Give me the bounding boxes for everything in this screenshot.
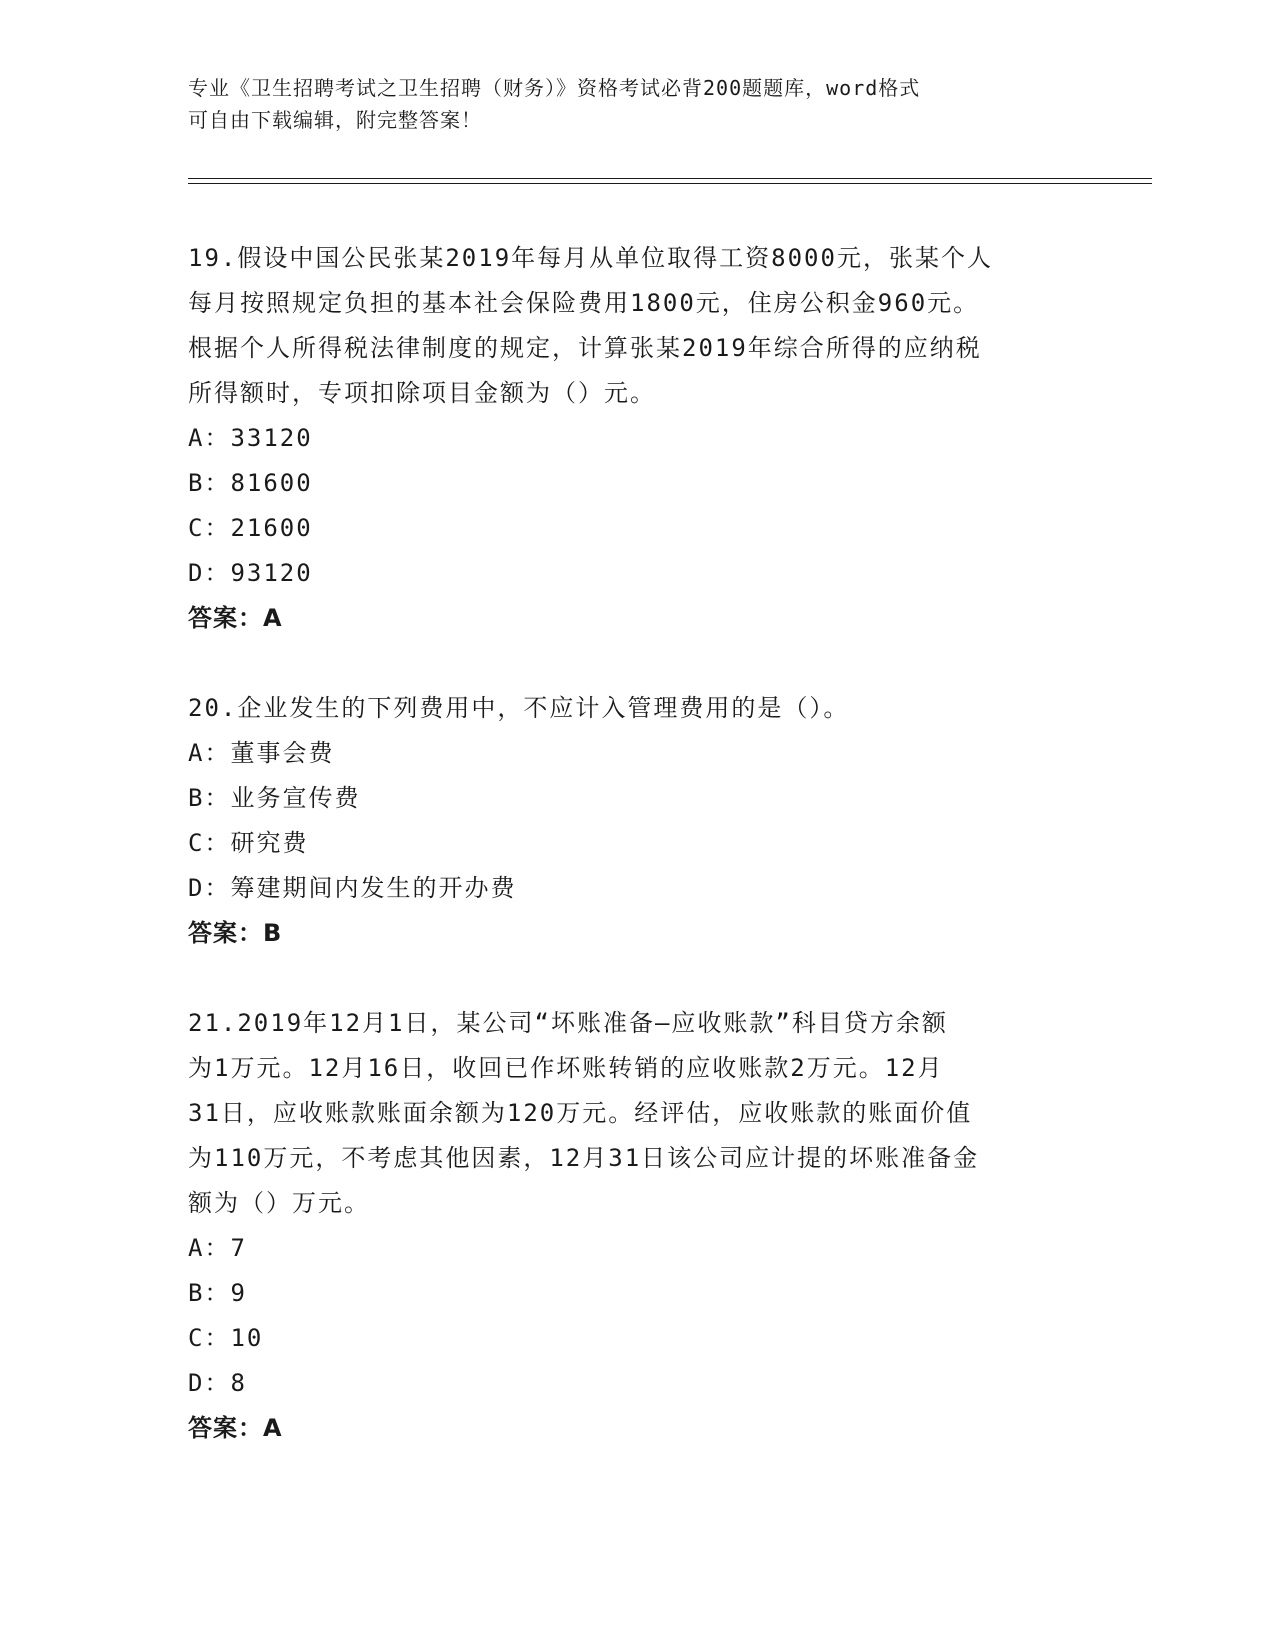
option-c: C：21600 — [188, 514, 313, 542]
question-stem-line: 21.2019年12月1日，某公司“坏账准备—应收账款”科目贷方余额 — [188, 1009, 948, 1037]
option-b: B：9 — [188, 1279, 247, 1307]
option-b: B：业务宣传费 — [188, 784, 361, 812]
question-list — [188, 236, 1088, 1451]
question-stem-line: 31日，应收账款账面余额为120万元。经评估，应收账款的账面价值 — [188, 1099, 973, 1127]
question-stem-line: 所得额时，专项扣除项目金额为（）元。 — [188, 379, 656, 407]
question-stem-line: 20.企业发生的下列费用中，不应计入管理费用的是（）。 — [188, 694, 850, 722]
question-20 — [188, 686, 1088, 956]
question-stem-line: 为1万元。12月16日，收回已作坏账转销的应收账款2万元。12月 — [188, 1054, 944, 1082]
question-stem-line: 为110万元，不考虑其他因素，12月31日该公司应计提的坏账准备金 — [188, 1144, 980, 1172]
option-a: A：7 — [188, 1234, 247, 1262]
option-c: C：10 — [188, 1324, 264, 1352]
answer-label: 答案：A — [188, 604, 283, 632]
option-c: C：研究费 — [188, 829, 309, 857]
question-stem-line: 每月按照规定负担的基本社会保险费用1800元，住房公积金960元。 — [188, 289, 980, 317]
header-line-1: 专业《卫生招聘考试之卫生招聘（财务）》资格考试必背200题题库，word格式 — [188, 76, 921, 100]
question-21 — [188, 1001, 1088, 1451]
answer-label: 答案：A — [188, 1414, 283, 1442]
question-19 — [188, 236, 1088, 641]
option-d: D：8 — [188, 1369, 247, 1397]
question-stem-line: 根据个人所得税法律制度的规定，计算张某2019年综合所得的应纳税 — [188, 334, 982, 362]
option-a: A：董事会费 — [188, 739, 335, 767]
option-a: A：33120 — [188, 424, 313, 452]
option-d: D：93120 — [188, 559, 313, 587]
question-spacer — [188, 641, 1088, 686]
header-line-2: 可自由下载编辑，附完整答案！ — [188, 108, 482, 132]
question-spacer — [188, 956, 1088, 1001]
document-header — [188, 72, 1088, 136]
header-divider-top — [188, 178, 1152, 179]
header-divider-bottom — [188, 183, 1152, 184]
option-d: D：筹建期间内发生的开办费 — [188, 874, 517, 902]
option-b: B：81600 — [188, 469, 313, 497]
question-stem-line: 19.假设中国公民张某2019年每月从单位取得工资8000元，张某个人 — [188, 244, 993, 272]
answer-label: 答案：B — [188, 919, 283, 947]
question-stem-line: 额为（）万元。 — [188, 1189, 370, 1217]
